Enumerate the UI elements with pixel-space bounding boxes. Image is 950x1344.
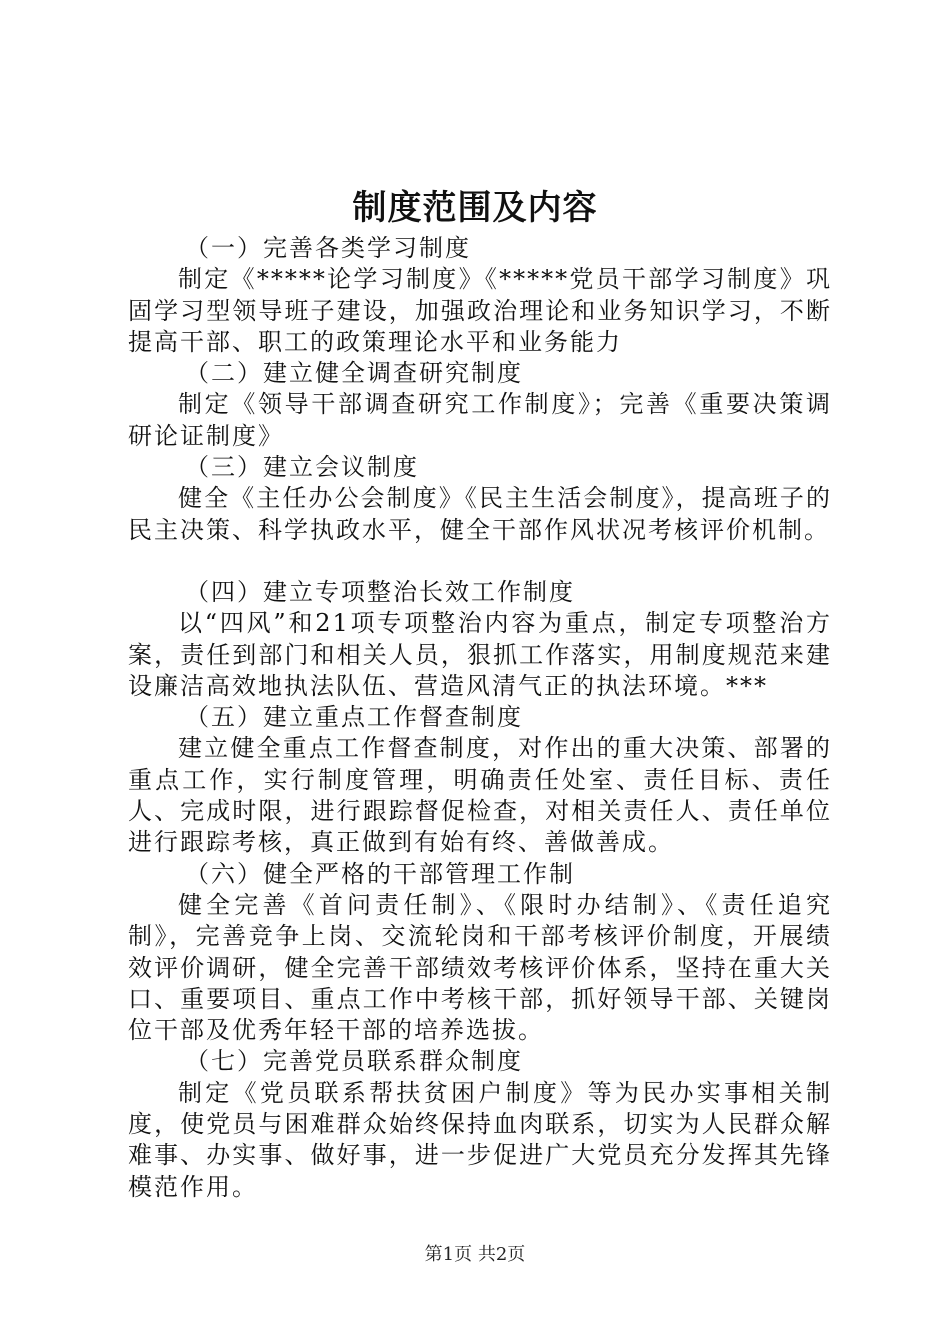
- section-heading-6: （六）健全严格的干部管理工作制: [185, 859, 575, 888]
- section-heading-3: （三）建立会议制度: [185, 453, 419, 482]
- page-title: 制度范围及内容: [352, 188, 598, 228]
- section-heading-4: （四）建立专项整治长效工作制度: [185, 577, 575, 606]
- section-paragraph-2: 制定《领导干部调查研究工作制度》；完善《重要决策调研论证制度》: [128, 390, 832, 450]
- section-paragraph-3: 健全《主任办公会制度》《民主生活会制度》，提高班子的民主决策、科学执政水平，健全干部作风状况考核评价机制。: [128, 484, 832, 544]
- section-paragraph-6: 健全完善《首问责任制》、《限时办结制》、《责任追究制》，完善竞争上岗、交流轮岗和干部考核评价制度，开展绩效评价调研，健全完善干部绩效考核评价体系，坚持在重大关口、重要项目、重点工作中考核干部，抓好领导干部、关键岗位干部及优秀年轻干部的培养选拔。: [128, 890, 832, 1045]
- section-heading-7: （七）完善党员联系群众制度: [185, 1047, 523, 1076]
- section-heading-5: （五）建立重点工作督查制度: [185, 703, 523, 732]
- section-paragraph-1: 制定《*****论学习制度》《*****党员干部学习制度》巩固学习型领导班子建设，加强政治理论和业务知识学习，不断提高干部、职工的政策理论水平和业务能力: [128, 265, 832, 356]
- section-paragraph-5: 建立健全重点工作督查制度，对作出的重大决策、部署的重点工作，实行制度管理，明确责任处室、责任目标、责任人、完成时限，进行跟踪督促检查，对相关责任人、责任单位进行跟踪考核，真正做到有始有终、善做善成。: [128, 734, 832, 857]
- section-paragraph-4: 以“四风”和21项专项整治内容为重点，制定专项整治方案，责任到部门和相关人员，狠抓工作落实，用制度规范来建设廉洁高效地执法队伍、营造风清气正的执法环境。***: [128, 609, 832, 700]
- section-paragraph-7: 制定《党员联系帮扶贫困户制度》等为民办实事相关制度，使党员与困难群众始终保持血肉联系，切实为人民群众解难事、办实事、做好事，进一步促进广大党员充分发挥其先锋模范作用。: [128, 1078, 832, 1201]
- section-heading-2: （二）建立健全调查研究制度: [185, 359, 523, 388]
- page-number-footer: 第1页 共2页: [424, 1244, 526, 1265]
- section-heading-1: （一）完善各类学习制度: [185, 234, 471, 262]
- document-body: [128, 233, 832, 1203]
